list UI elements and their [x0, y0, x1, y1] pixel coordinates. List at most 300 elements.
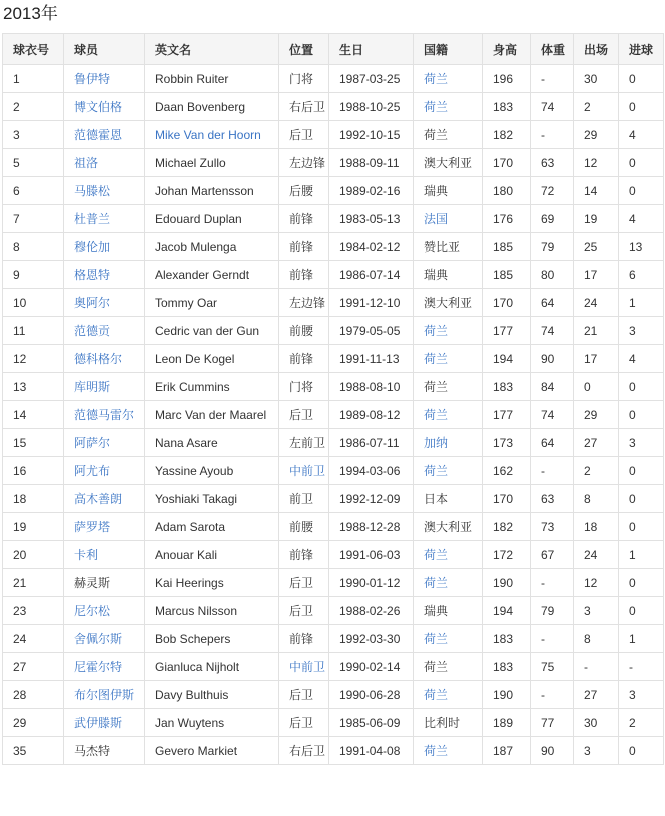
cell-player [64, 541, 145, 569]
cell-goals: 13 [619, 233, 664, 261]
player-link[interactable]: 格恩特 [74, 268, 111, 282]
cell-birthday: 1991-12-10 [329, 289, 414, 317]
cell-weight: 63 [531, 485, 574, 513]
cell-goals: 0 [619, 373, 664, 401]
player-link[interactable]: 祖洛 [74, 156, 99, 170]
cell-apps: 25 [574, 233, 619, 261]
cell-birthday: 1991-06-03 [329, 541, 414, 569]
cell-nationality [414, 65, 483, 93]
nationality-link[interactable]: 荷兰 [424, 352, 449, 366]
cell-nationality [414, 317, 483, 345]
cell-height: 185 [483, 233, 531, 261]
cell-nationality [414, 429, 483, 457]
cell-number: 19 [3, 513, 64, 541]
article-section [0, 3, 665, 765]
cell-nationality [414, 541, 483, 569]
cell-en-name: Bob Schepers [145, 625, 279, 653]
cell-weight: - [531, 65, 574, 93]
cell-birthday: 1991-04-08 [329, 737, 414, 765]
cell-height: 196 [483, 65, 531, 93]
cell-number: 21 [3, 569, 64, 597]
cell-goals: 3 [619, 317, 664, 345]
table-row [3, 289, 664, 317]
column-header-number: 球衣号 [3, 34, 64, 65]
cell-player [64, 681, 145, 709]
cell-number: 18 [3, 485, 64, 513]
nationality-link[interactable]: 法国 [424, 212, 449, 226]
cell-en-name [145, 121, 279, 149]
cell-position: 后卫 [279, 121, 329, 149]
cell-number: 9 [3, 261, 64, 289]
cell-position: 前锋 [279, 345, 329, 373]
cell-birthday: 1988-08-10 [329, 373, 414, 401]
nationality-link[interactable]: 荷兰 [424, 576, 449, 590]
column-header-birthday: 生日 [329, 34, 414, 65]
position-link[interactable]: 中前卫 [289, 660, 326, 674]
cell-weight: 90 [531, 345, 574, 373]
table-row [3, 345, 664, 373]
cell-goals: 2 [619, 709, 664, 737]
cell-number: 15 [3, 429, 64, 457]
cell-height: 194 [483, 345, 531, 373]
roster-table-header [3, 34, 664, 65]
cell-goals: 0 [619, 485, 664, 513]
cell-goals: 1 [619, 289, 664, 317]
cell-weight: 64 [531, 289, 574, 317]
cell-position: 右后卫 [279, 93, 329, 121]
cell-birthday: 1988-09-11 [329, 149, 414, 177]
player-link[interactable]: 范德马雷尔 [74, 408, 135, 422]
cell-player [64, 709, 145, 737]
cell-player: 赫灵斯 [64, 569, 145, 597]
cell-nationality [414, 205, 483, 233]
table-row [3, 317, 664, 345]
cell-goals: 0 [619, 737, 664, 765]
cell-position: 门将 [279, 373, 329, 401]
cell-player [64, 653, 145, 681]
cell-player [64, 233, 145, 261]
cell-number: 11 [3, 317, 64, 345]
cell-en-name: Davy Bulthuis [145, 681, 279, 709]
cell-apps: 3 [574, 597, 619, 625]
cell-position: 前腰 [279, 513, 329, 541]
cell-height: 162 [483, 457, 531, 485]
player-link[interactable]: 尼尔松 [74, 604, 111, 618]
cell-en-name: Jan Wuytens [145, 709, 279, 737]
cell-height: 177 [483, 317, 531, 345]
cell-en-name: Johan Martensson [145, 177, 279, 205]
table-row [3, 93, 664, 121]
cell-nationality [414, 737, 483, 765]
cell-en-name: Tommy Oar [145, 289, 279, 317]
cell-height: 183 [483, 625, 531, 653]
column-header-weight: 体重 [531, 34, 574, 65]
cell-height: 183 [483, 93, 531, 121]
cell-en-name: Alexander Gerndt [145, 261, 279, 289]
nationality-link[interactable]: 荷兰 [424, 100, 449, 114]
cell-apps: 12 [574, 569, 619, 597]
nationality-link[interactable]: 荷兰 [424, 548, 449, 562]
cell-apps: 21 [574, 317, 619, 345]
cell-weight: 79 [531, 233, 574, 261]
table-row [3, 513, 664, 541]
cell-number: 8 [3, 233, 64, 261]
cell-number: 14 [3, 401, 64, 429]
table-row [3, 625, 664, 653]
table-row [3, 709, 664, 737]
cell-goals: 3 [619, 681, 664, 709]
cell-height: 177 [483, 401, 531, 429]
cell-en-name: Leon De Kogel [145, 345, 279, 373]
cell-weight: 80 [531, 261, 574, 289]
cell-birthday: 1988-12-28 [329, 513, 414, 541]
column-header-goals: 进球 [619, 34, 664, 65]
cell-height: 170 [483, 149, 531, 177]
cell-apps: 27 [574, 429, 619, 457]
cell-position: 右后卫 [279, 737, 329, 765]
cell-birthday: 1989-02-16 [329, 177, 414, 205]
table-row [3, 457, 664, 485]
player-link[interactable]: 范德霍恩 [74, 128, 123, 142]
cell-weight: 67 [531, 541, 574, 569]
cell-nationality [414, 457, 483, 485]
cell-nationality: 荷兰 [414, 653, 483, 681]
cell-nationality: 荷兰 [414, 121, 483, 149]
cell-player [64, 485, 145, 513]
cell-number: 20 [3, 541, 64, 569]
cell-height: 185 [483, 261, 531, 289]
cell-goals: 0 [619, 401, 664, 429]
cell-weight: 77 [531, 709, 574, 737]
cell-position [279, 653, 329, 681]
cell-goals: 0 [619, 177, 664, 205]
nationality-link[interactable]: 荷兰 [424, 744, 449, 758]
nationality-link[interactable]: 荷兰 [424, 408, 449, 422]
cell-apps: 29 [574, 121, 619, 149]
cell-birthday: 1983-05-13 [329, 205, 414, 233]
cell-goals: 0 [619, 65, 664, 93]
table-row [3, 597, 664, 625]
cell-goals: 1 [619, 625, 664, 653]
cell-goals: 0 [619, 93, 664, 121]
cell-position: 门将 [279, 65, 329, 93]
cell-player [64, 93, 145, 121]
cell-weight: 64 [531, 429, 574, 457]
cell-player [64, 597, 145, 625]
cell-number: 10 [3, 289, 64, 317]
header-row [3, 34, 664, 65]
cell-player [64, 317, 145, 345]
position-link[interactable]: 中前卫 [289, 464, 326, 478]
player-link[interactable]: 武伊滕斯 [74, 716, 123, 730]
cell-birthday: 1994-03-06 [329, 457, 414, 485]
cell-position: 前卫 [279, 485, 329, 513]
cell-nationality: 比利时 [414, 709, 483, 737]
nationality-link[interactable]: 加纳 [424, 436, 449, 450]
cell-player [64, 401, 145, 429]
player-link[interactable]: 阿萨尔 [74, 436, 111, 450]
cell-player [64, 121, 145, 149]
cell-number: 5 [3, 149, 64, 177]
player-link[interactable]: 尼霍尔特 [74, 660, 123, 674]
cell-number: 23 [3, 597, 64, 625]
cell-player [64, 177, 145, 205]
en-name-link[interactable]: Mike Van der Hoorn [155, 127, 261, 142]
cell-nationality: 瑞典 [414, 177, 483, 205]
cell-apps: 18 [574, 513, 619, 541]
cell-apps: 30 [574, 65, 619, 93]
cell-number: 13 [3, 373, 64, 401]
cell-height: 180 [483, 177, 531, 205]
cell-apps: 29 [574, 401, 619, 429]
cell-en-name: Marc Van der Maarel [145, 401, 279, 429]
cell-nationality: 赞比亚 [414, 233, 483, 261]
cell-en-name: Robbin Ruiter [145, 65, 279, 93]
cell-nationality: 日本 [414, 485, 483, 513]
cell-position: 后卫 [279, 569, 329, 597]
player-link[interactable]: 高木善朗 [74, 492, 123, 506]
cell-birthday: 1990-02-14 [329, 653, 414, 681]
cell-height: 176 [483, 205, 531, 233]
cell-en-name: Jacob Mulenga [145, 233, 279, 261]
cell-position: 左前卫 [279, 429, 329, 457]
cell-en-name: Anouar Kali [145, 541, 279, 569]
cell-height: 182 [483, 513, 531, 541]
cell-position: 前锋 [279, 205, 329, 233]
cell-player [64, 289, 145, 317]
cell-nationality [414, 569, 483, 597]
section-title: 2013年 [3, 4, 58, 23]
player-link[interactable]: 马滕松 [74, 184, 111, 198]
cell-weight: 69 [531, 205, 574, 233]
cell-player [64, 205, 145, 233]
cell-goals: 0 [619, 457, 664, 485]
cell-number: 2 [3, 93, 64, 121]
cell-height: 187 [483, 737, 531, 765]
cell-number: 7 [3, 205, 64, 233]
cell-height: 194 [483, 597, 531, 625]
cell-number: 16 [3, 457, 64, 485]
cell-position: 后卫 [279, 681, 329, 709]
cell-en-name: Kai Heerings [145, 569, 279, 597]
cell-apps: 19 [574, 205, 619, 233]
column-header-nationality: 国籍 [414, 34, 483, 65]
cell-number: 12 [3, 345, 64, 373]
cell-weight: 63 [531, 149, 574, 177]
table-row [3, 569, 664, 597]
table-row [3, 149, 664, 177]
nationality-link[interactable]: 荷兰 [424, 688, 449, 702]
cell-position: 前锋 [279, 261, 329, 289]
cell-nationality [414, 401, 483, 429]
cell-position: 左边锋 [279, 149, 329, 177]
player-link[interactable]: 奥阿尔 [74, 296, 111, 310]
cell-player [64, 373, 145, 401]
cell-apps: 30 [574, 709, 619, 737]
player-link[interactable]: 穆伦加 [74, 240, 111, 254]
cell-en-name: Cedric van der Gun [145, 317, 279, 345]
cell-nationality: 澳大利亚 [414, 149, 483, 177]
cell-en-name: Yassine Ayoub [145, 457, 279, 485]
nationality-link[interactable]: 荷兰 [424, 72, 449, 86]
cell-goals: 0 [619, 149, 664, 177]
cell-number: 24 [3, 625, 64, 653]
cell-player [64, 625, 145, 653]
cell-player [64, 513, 145, 541]
roster-table-body [3, 65, 664, 765]
cell-birthday: 1992-10-15 [329, 121, 414, 149]
nationality-link[interactable]: 荷兰 [424, 632, 449, 646]
cell-apps: 14 [574, 177, 619, 205]
cell-player [64, 65, 145, 93]
cell-height: 189 [483, 709, 531, 737]
table-row [3, 205, 664, 233]
cell-position: 前锋 [279, 625, 329, 653]
cell-birthday: 1988-02-26 [329, 597, 414, 625]
column-header-player: 球员 [64, 34, 145, 65]
cell-goals: 4 [619, 121, 664, 149]
cell-nationality [414, 625, 483, 653]
cell-weight: 74 [531, 93, 574, 121]
cell-birthday: 1985-06-09 [329, 709, 414, 737]
table-row [3, 401, 664, 429]
cell-birthday: 1984-02-12 [329, 233, 414, 261]
cell-player [64, 429, 145, 457]
player-link[interactable]: 布尔图伊斯 [74, 688, 135, 702]
player-link[interactable]: 博文伯格 [74, 100, 123, 114]
table-row [3, 737, 664, 765]
cell-player [64, 457, 145, 485]
cell-position: 前锋 [279, 233, 329, 261]
cell-apps: 2 [574, 457, 619, 485]
player-link[interactable]: 萨罗塔 [74, 520, 111, 534]
cell-position: 前腰 [279, 317, 329, 345]
cell-en-name: Edouard Duplan [145, 205, 279, 233]
cell-goals: 6 [619, 261, 664, 289]
cell-position [279, 457, 329, 485]
player-link[interactable]: 范德贡 [74, 324, 111, 338]
cell-weight: 84 [531, 373, 574, 401]
nationality-link[interactable]: 荷兰 [424, 324, 449, 338]
cell-height: 183 [483, 373, 531, 401]
cell-height: 170 [483, 485, 531, 513]
cell-apps: 27 [574, 681, 619, 709]
cell-weight: 74 [531, 401, 574, 429]
table-row [3, 681, 664, 709]
cell-weight: - [531, 121, 574, 149]
cell-number: 28 [3, 681, 64, 709]
cell-weight: - [531, 569, 574, 597]
nationality-link[interactable]: 荷兰 [424, 464, 449, 478]
cell-position: 左边锋 [279, 289, 329, 317]
cell-nationality [414, 93, 483, 121]
cell-nationality: 荷兰 [414, 373, 483, 401]
column-header-height: 身高 [483, 34, 531, 65]
table-row [3, 653, 664, 681]
cell-apps: 17 [574, 261, 619, 289]
cell-goals: 0 [619, 597, 664, 625]
player-link[interactable]: 库明斯 [74, 380, 111, 394]
cell-goals: 0 [619, 569, 664, 597]
cell-number: 6 [3, 177, 64, 205]
cell-birthday: 1987-03-25 [329, 65, 414, 93]
cell-number: 3 [3, 121, 64, 149]
cell-birthday: 1992-03-30 [329, 625, 414, 653]
cell-en-name: Marcus Nilsson [145, 597, 279, 625]
cell-nationality: 澳大利亚 [414, 513, 483, 541]
player-link[interactable]: 阿尤布 [74, 464, 111, 478]
cell-goals: 4 [619, 205, 664, 233]
player-link[interactable]: 德科格尔 [74, 352, 123, 366]
cell-player [64, 261, 145, 289]
cell-weight: - [531, 681, 574, 709]
cell-weight: 73 [531, 513, 574, 541]
cell-height: 190 [483, 569, 531, 597]
player-link[interactable]: 杜普兰 [74, 212, 111, 226]
table-row [3, 429, 664, 457]
cell-position: 后卫 [279, 709, 329, 737]
cell-number: 29 [3, 709, 64, 737]
cell-en-name: Erik Cummins [145, 373, 279, 401]
cell-height: 172 [483, 541, 531, 569]
cell-height: 182 [483, 121, 531, 149]
cell-position: 后卫 [279, 401, 329, 429]
cell-weight: 75 [531, 653, 574, 681]
cell-en-name: Adam Sarota [145, 513, 279, 541]
table-row [3, 233, 664, 261]
cell-weight: - [531, 625, 574, 653]
table-row [3, 373, 664, 401]
cell-height: 170 [483, 289, 531, 317]
cell-goals: 0 [619, 513, 664, 541]
cell-number: 35 [3, 737, 64, 765]
cell-birthday: 1992-12-09 [329, 485, 414, 513]
cell-number: 27 [3, 653, 64, 681]
table-row [3, 541, 664, 569]
cell-apps: 8 [574, 485, 619, 513]
cell-nationality [414, 345, 483, 373]
cell-apps: 12 [574, 149, 619, 177]
cell-player [64, 149, 145, 177]
cell-birthday: 1988-10-25 [329, 93, 414, 121]
roster-table [2, 33, 664, 765]
player-link[interactable]: 舍佩尔斯 [74, 632, 123, 646]
cell-birthday: 1991-11-13 [329, 345, 414, 373]
cell-en-name: Yoshiaki Takagi [145, 485, 279, 513]
table-row [3, 121, 664, 149]
player-link[interactable]: 鲁伊特 [74, 72, 111, 86]
cell-player [64, 345, 145, 373]
cell-player: 马杰特 [64, 737, 145, 765]
cell-goals: 4 [619, 345, 664, 373]
cell-en-name: Daan Bovenberg [145, 93, 279, 121]
cell-en-name: Gevero Markiet [145, 737, 279, 765]
table-row [3, 261, 664, 289]
player-link[interactable]: 卡利 [74, 548, 99, 562]
table-row [3, 177, 664, 205]
cell-nationality: 瑞典 [414, 597, 483, 625]
cell-position: 后卫 [279, 597, 329, 625]
cell-nationality [414, 681, 483, 709]
cell-position: 后腰 [279, 177, 329, 205]
column-header-en-name: 英文名 [145, 34, 279, 65]
cell-birthday: 1990-01-12 [329, 569, 414, 597]
cell-birthday: 1990-06-28 [329, 681, 414, 709]
cell-goals: 3 [619, 429, 664, 457]
cell-apps: 8 [574, 625, 619, 653]
table-row [3, 485, 664, 513]
cell-position: 前锋 [279, 541, 329, 569]
